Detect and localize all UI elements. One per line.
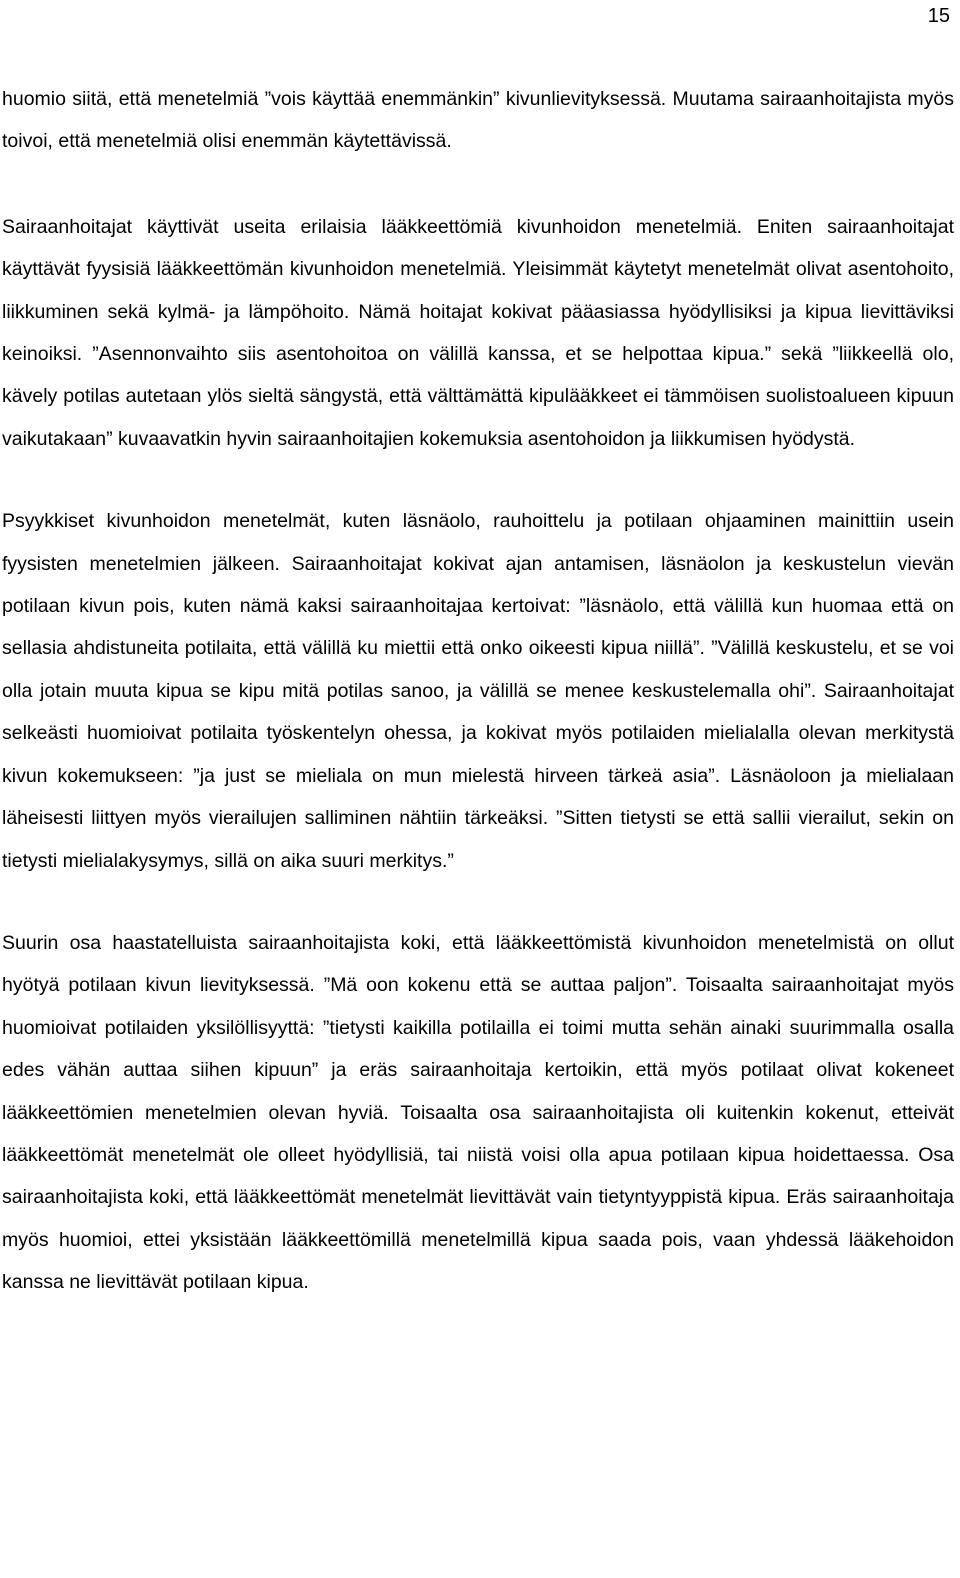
paragraph-1: huomio siitä, että menetelmiä ”vois käyttää enemmänkin” kivunlievityksessä. Muutama sairaanhoitajista myös toivoi, että menetelmiä olisi enemmän käytettävissä. — [2, 88, 954, 153]
document-body — [2, 78, 954, 1304]
paragraph-3: Psyykkiset kivunhoidon menetelmät, kuten läsnäolo, rauhoittelu ja potilaan ohjaaminen mainittiin usein fyysisten menetelmien jälkeen. Sairaanhoitajat kokivat ajan antamisen, läsnäolon ja keskustelun vievän potilaan kivun pois, kuten nämä kaksi sairaanhoitajaa kertoivat: ”läsnäolo, että välillä kun huomaa että on sellasia ahdistuneita potilaita, että välillä ku miettii että onko oikeesti kipua niillä”. ”Välillä keskustelu, et se voi olla jotain muuta kipua se kipu mitä potilas sanoo, ja välillä se menee keskustelemalla ohi”. Sairaanhoitajat selkeästi huomioivat potilaita työskentelyn ohessa, ja kokivat myös potilaiden mielialalla olevan merkitystä kivun kokemukseen: ”ja just se mieliala on mun mielestä hirveen tärkeä asia”. Läsnäoloon ja mielialaan läheisesti liittyen myös vierailujen salliminen nähtiin tärkeäksi. ”Sitten tietysti se että sallii vierailut, sekin on tietysti mielialakysymys, sillä on aika suuri merkitys.” — [2, 510, 954, 872]
page-number: 15 — [927, 5, 950, 27]
paragraph-4: Suurin osa haastatelluista sairaanhoitajista koki, että lääkkeettömistä kivunhoidon menetelmistä on ollut hyötyä potilaan kivun lievityksessä. ”Mä oon kokenu että se auttaa paljon”. Toisaalta sairaanhoitajat myös huomioivat potilaiden yksilöllisyyttä: ”tietysti kaikilla potilailla ei toimi mutta sehän ainaki suurimmalla osalla edes vähän auttaa siihen kipuun” ja eräs sairaanhoitaja kertoikin, että myös potilaat olivat kokeneet lääkkeettömien menetelmien olevan hyviä. Toisaalta osa sairaanhoitajista oli kuitenkin kokenut, etteivät lääkkeettömät menetelmät ole olleet hyödyllisiä, tai niistä voisi olla apua potilaan kipua hoidettaessa. Osa sairaanhoitajista koki, että lääkkeettömät menetelmät lievittävät vain tietyntyyppistä kipua. Eräs sairaanhoitaja myös huomioi, ettei yksistään lääkkeettömillä menetelmillä kipua saada pois, vaan yhdessä lääkehoidon kanssa ne lievittävät potilaan kipua. — [2, 931, 954, 1294]
paragraph-2: Sairaanhoitajat käyttivät useita erilaisia lääkkeettömiä kivunhoidon menetelmiä. Eniten sairaanhoitajat käyttävät fyysisiä lääkkeettömän kivunhoidon menetelmiä. Yleisimmät käytetyt menetelmät olivat asentohoito, liikkuminen sekä kylmä- ja lämpöhoito. Nämä hoitajat kokivat pääasiassa hyödyllisiksi ja kipua lievittäviksi keinoiksi. ”Asennonvaihto siis asentohoitoa on välillä kanssa, et se helpottaa kipua.” sekä ”liikkeellä olo, kävely potilas autetaan ylös sieltä sängystä, että välttämättä kipulääkkeet ei tämmöisen suolistoalueen kipuun vaikutakaan” kuvaavatkin hyvin sairaanhoitajien kokemuksia asentohoidon ja liikkumisen hyödystä. — [2, 215, 954, 450]
